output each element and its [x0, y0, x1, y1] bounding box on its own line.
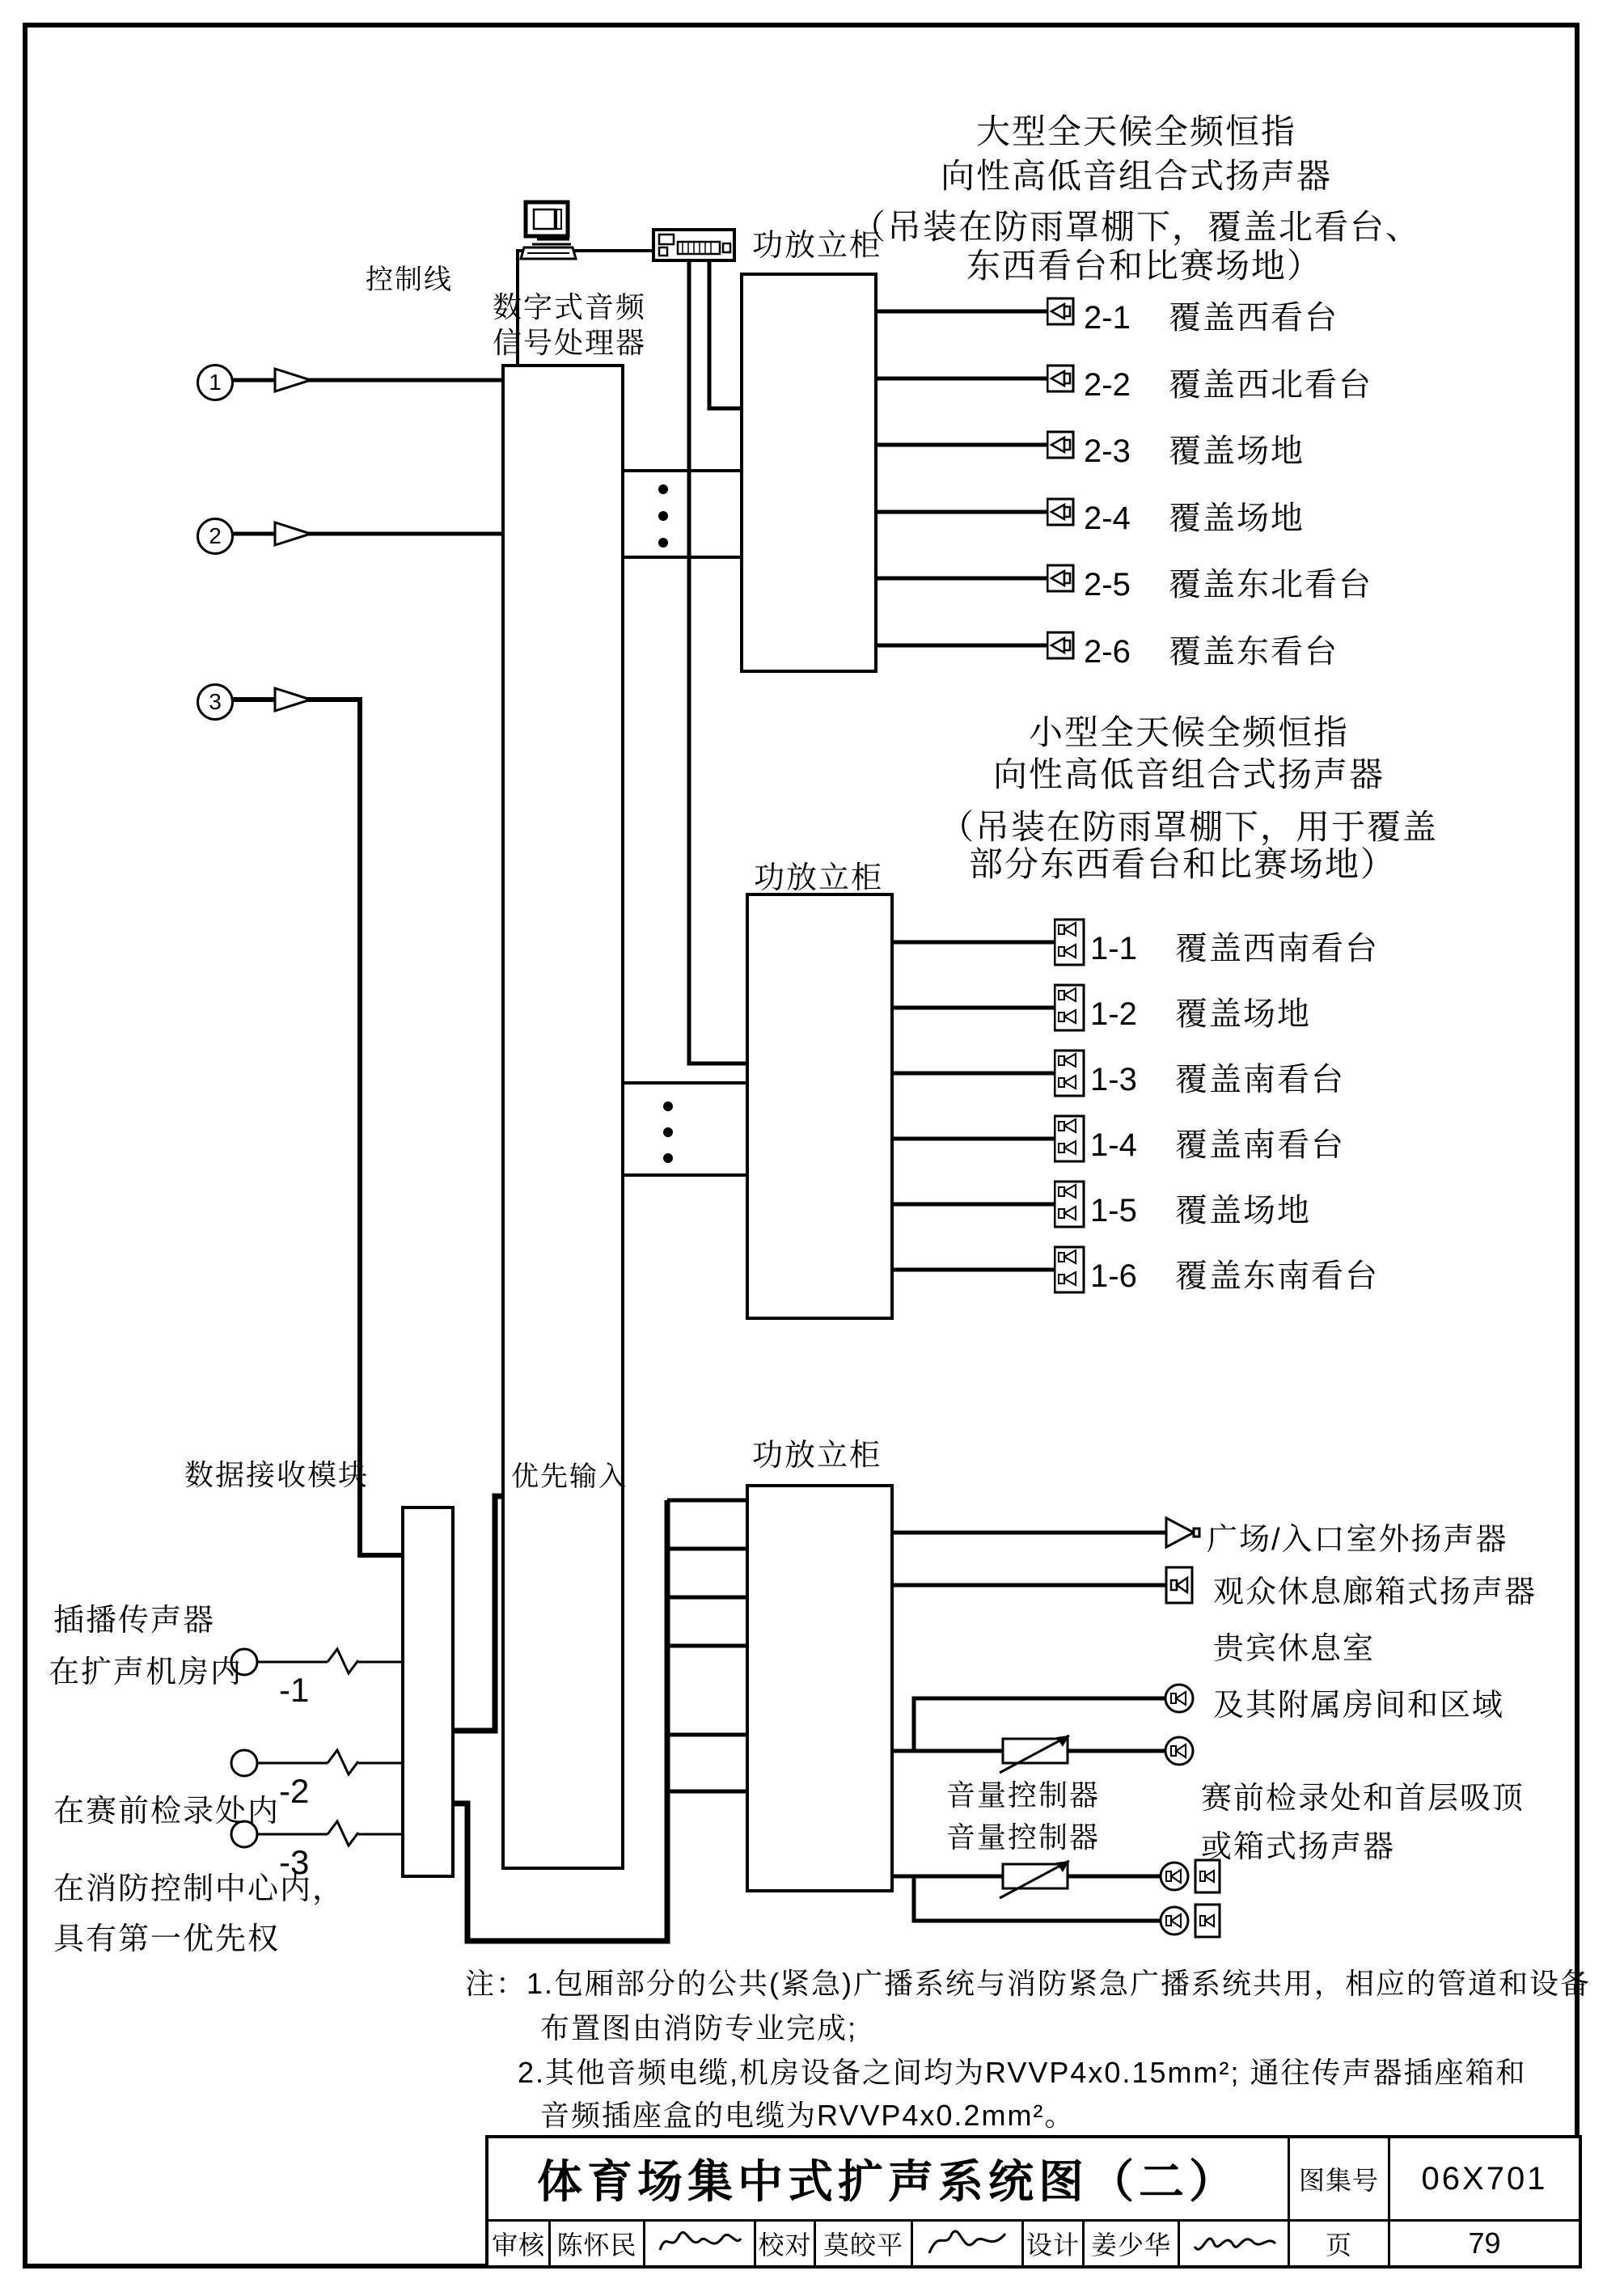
speaker-1-5-num: 1-5 — [1090, 1193, 1137, 1228]
mic2-tag: -2 — [279, 1772, 310, 1810]
atlas-number-value: 06X701 — [1421, 2160, 1548, 2197]
note-line-1: 注：1.包厢部分的公共(紧急)广播系统与消防紧急广播系统共用，相应的管道和设备 — [465, 1967, 1592, 2000]
speaker-2-1-num: 2-1 — [1084, 300, 1131, 336]
microphone-jack-icon — [231, 1750, 257, 1776]
page-number-value: 79 — [1468, 2226, 1501, 2260]
speaker-2-2-num: 2-2 — [1084, 367, 1131, 403]
mic2-location: 在赛前检录处内 — [53, 1795, 281, 1829]
ceiling-speaker-icon — [1165, 1685, 1193, 1712]
designer-signature-cell — [1178, 2222, 1288, 2265]
signature-icon — [923, 2226, 1012, 2261]
volume-controller-label-2: 音量控制器 — [946, 1820, 1101, 1854]
proof-label-cell — [754, 2222, 814, 2265]
volume-controller-label-1: 音量控制器 — [946, 1778, 1101, 1812]
cabinet1-label: 功放立柜 — [752, 229, 882, 263]
ceiling-speaker-icon — [1161, 1907, 1188, 1934]
speaker-2-3-num: 2-3 — [1084, 433, 1131, 469]
zone-row4a-label: 赛前检录处和首层吸顶 — [1201, 1782, 1525, 1816]
amplifier-cabinet-3 — [746, 1484, 894, 1892]
zone-row3a-label: 贵宾休息室 — [1213, 1632, 1376, 1666]
arrow-icon — [275, 369, 311, 391]
zone-row4b-label: 或箱式扬声器 — [1201, 1830, 1396, 1864]
computer-icon — [521, 202, 576, 259]
large-group-note-3: （吊装在防雨罩棚下，覆盖北看台、 — [851, 208, 1422, 246]
mic-note-line2: 在扩声机房内 — [49, 1655, 243, 1689]
cabinet-speaker-icon — [1047, 432, 1073, 458]
speaker-2-6-label: 覆盖东看台 — [1169, 634, 1338, 670]
dual-speaker-box-icon — [1055, 1247, 1084, 1292]
speaker-1-4-label: 覆盖南看台 — [1175, 1127, 1345, 1163]
speaker-1-3-label: 覆盖南看台 — [1175, 1062, 1345, 1097]
dsp-label-line2: 信号处理器 — [492, 326, 647, 359]
mic1-tag: -1 — [279, 1671, 310, 1709]
dual-speaker-box-icon — [1055, 1051, 1084, 1096]
break-icon — [328, 1649, 358, 1673]
cabinet3-label: 功放立柜 — [752, 1439, 882, 1473]
data-receiver-module-label: 数据接收模块 — [184, 1458, 370, 1491]
dual-speaker-box-icon — [1055, 1116, 1084, 1161]
speaker-1-2-num: 1-2 — [1090, 996, 1137, 1032]
cabinet-speaker-icon — [1047, 366, 1073, 391]
input-2-badge: 2 — [197, 518, 234, 555]
amplifier-cabinet-1 — [740, 273, 878, 673]
review-label-cell — [488, 2222, 548, 2265]
speaker-1-4-num: 1-4 — [1090, 1127, 1137, 1163]
volume-controller-icon — [1000, 1861, 1069, 1898]
reviewer-name: 陈怀民 — [556, 2230, 637, 2260]
atlas-number-label: 图集号 — [1298, 2166, 1379, 2195]
signature-icon — [1190, 2226, 1279, 2261]
note-line-4: 音频插座盒的电缆为RVVP4x0.2mm²。 — [540, 2099, 1076, 2132]
box-speaker-icon — [1195, 1905, 1220, 1937]
page-label-cell — [1288, 2222, 1388, 2265]
speaker-1-1-num: 1-1 — [1090, 931, 1137, 966]
page-label: 页 — [1325, 2230, 1352, 2260]
page-number-cell — [1388, 2222, 1579, 2265]
ceiling-speaker-icon — [1161, 1863, 1188, 1890]
small-group-note-2: 向性高低音组合式扬声器 — [992, 755, 1385, 793]
proofer-name: 莫皎平 — [823, 2230, 903, 2260]
dsp-main-box — [501, 364, 624, 1870]
zone-row1-label: 广场/入口室外扬声器 — [1207, 1523, 1508, 1557]
signature-icon — [655, 2226, 744, 2261]
large-group-note-4: 东西看台和比赛场地） — [966, 247, 1323, 285]
cabinet-speaker-icon — [1047, 499, 1073, 525]
design-label-cell — [1021, 2222, 1082, 2265]
priority-wire — [455, 1496, 503, 1731]
zone-row3b-label: 及其附属房间和区域 — [1213, 1689, 1505, 1723]
input-1-badge: 1 — [197, 364, 234, 401]
arrow-icon — [275, 522, 311, 545]
speaker-2-1-label: 覆盖西看台 — [1169, 300, 1338, 336]
dsp-processor-icon — [653, 230, 734, 260]
rack-to-cab2-wire — [689, 260, 746, 1063]
break-icon — [328, 1750, 358, 1774]
mic3-location-line2: 具有第一优先权 — [53, 1922, 281, 1956]
speaker-2-5-num: 2-5 — [1084, 567, 1131, 603]
speaker-1-1-label: 覆盖西南看台 — [1175, 931, 1379, 966]
designer-cell — [1082, 2222, 1178, 2265]
dual-speaker-box-icon — [1055, 920, 1084, 965]
atlas-number-cell — [1388, 2138, 1579, 2219]
sheet-title: 体育场集中式扩声系统图（二） — [537, 2156, 1239, 2207]
cabinet-speaker-icon — [1047, 565, 1073, 591]
large-group-note-1: 大型全天候全频恒指 — [975, 112, 1297, 150]
input-3-badge: 3 — [197, 683, 234, 721]
speaker-2-3-label: 覆盖场地 — [1169, 433, 1305, 469]
small-group-note-1: 小型全天候全频恒指 — [1028, 713, 1350, 751]
speaker-1-5-label: 覆盖场地 — [1175, 1193, 1311, 1228]
rack-to-cab1-wire — [709, 260, 740, 408]
review-label: 审核 — [491, 2230, 545, 2260]
speaker-2-4-num: 2-4 — [1084, 501, 1131, 536]
priority-input-label: 优先输入 — [511, 1461, 628, 1492]
bus1-dots — [658, 484, 668, 548]
arrow-icon — [275, 688, 311, 711]
speaker-2-5-label: 覆盖东北看台 — [1169, 567, 1372, 603]
dual-speaker-box-icon — [1055, 1182, 1084, 1227]
box-speaker-icon — [1166, 1567, 1192, 1603]
speaker-1-6-num: 1-6 — [1090, 1258, 1137, 1294]
title-cell — [488, 2138, 1288, 2219]
volume-controller-icon — [1000, 1736, 1069, 1773]
note-line-2: 布置图由消防专业完成; — [540, 2011, 858, 2044]
ceiling-speaker-icon — [1165, 1737, 1193, 1765]
horn-speaker-icon — [1166, 1518, 1199, 1547]
speaker-2-2-label: 覆盖西北看台 — [1169, 367, 1372, 403]
cabinet-speaker-icon — [1047, 298, 1073, 324]
dsp-label-line1: 数字式音频 — [492, 290, 647, 323]
designer-name: 姜少华 — [1090, 2230, 1171, 2260]
atlas-label-cell — [1288, 2138, 1388, 2219]
note-line-3: 2.其他音频电缆,机房设备之间均为RVVP4x0.15mm²; 通往传声器插座箱和 — [518, 2056, 1527, 2089]
mic3-tag: -3 — [279, 1843, 310, 1881]
control-line-label: 控制线 — [366, 264, 453, 295]
reviewer-signature-cell — [643, 2222, 754, 2265]
small-group-note-3: （吊装在防雨罩棚下，用于覆盖 — [939, 808, 1439, 846]
speaker-2-4-label: 覆盖场地 — [1169, 501, 1305, 536]
cabinet-speaker-icon — [1047, 632, 1073, 658]
data-receiver-module-box — [401, 1506, 455, 1878]
small-group-note-4: 部分东西看台和比赛场地） — [968, 845, 1397, 883]
design-label: 设计 — [1026, 2230, 1080, 2260]
bus2-dots — [663, 1101, 673, 1163]
input3-wire — [229, 700, 401, 1555]
amplifier-cabinet-2 — [746, 893, 894, 1320]
proofer-signature-cell — [911, 2222, 1021, 2265]
zone-row2-label: 观众休息廊箱式扬声器 — [1213, 1575, 1537, 1609]
speaker-1-2-label: 覆盖场地 — [1175, 996, 1311, 1032]
cabinet2-label: 功放立柜 — [754, 861, 884, 895]
mic3-location-line1: 在消防控制中心内， — [53, 1872, 345, 1906]
proof-label: 校对 — [758, 2230, 812, 2260]
mic-note-line1: 插播传声器 — [53, 1604, 216, 1638]
speaker-1-3-num: 1-3 — [1090, 1062, 1137, 1097]
speaker-1-6-label: 覆盖东南看台 — [1175, 1258, 1379, 1294]
large-group-note-2: 向性高低音组合式扬声器 — [940, 157, 1333, 195]
break-icon — [328, 1821, 358, 1846]
speaker-2-6-num: 2-6 — [1084, 634, 1131, 670]
dual-speaker-box-icon — [1055, 985, 1084, 1030]
reviewer-cell — [548, 2222, 643, 2265]
proofer-cell — [814, 2222, 911, 2265]
